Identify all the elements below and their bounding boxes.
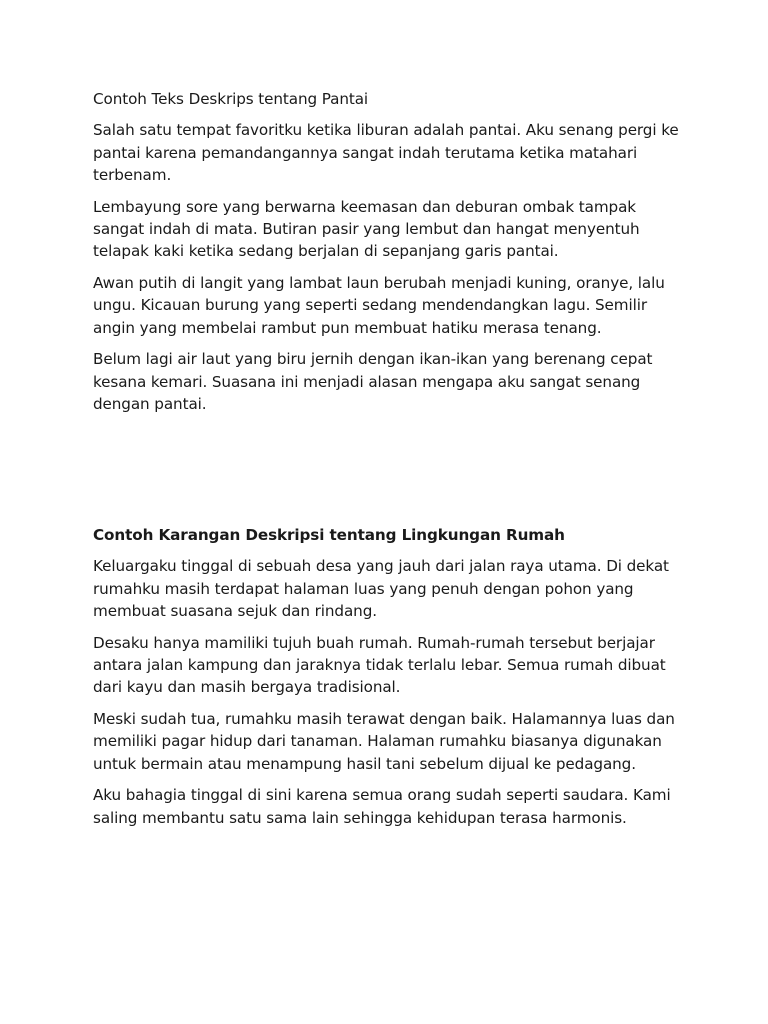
paragraph: Awan putih di langit yang lambat laun berubah menjadi kuning, oranye, lalu ungu. Kicauan burung yang seperti sedang mendendangkan lagu. Semilir angin yang membelai rambut pun membuat hatiku merasa tenang. [93, 274, 665, 337]
section-title: Contoh Karangan Deskripsi tentang Lingkungan Rumah [93, 526, 565, 544]
paragraph: Lembayung sore yang berwarna keemasan dan deburan ombak tampak sangat indah di mata. Butiran pasir yang lembut dan hangat menyentuh telapak kaki ketika sedang berjalan di sepanjang garis pantai. [93, 197, 640, 261]
section-lingkungan-rumah [93, 524, 683, 839]
paragraph: Aku bahagia tinggal di sini karena semua orang sudah seperti saudara. Kami saling membantu satu sama lain sehingga kehidupan terasa harmonis. [93, 786, 671, 827]
paragraph: Meski sudah tua, rumahku masih terawat dengan baik. Halamannya luas dan memiliki pagar hidup dari tanaman. Halaman rumahku biasanya digunakan untuk bermain atau menampung hasil tani sebelum dijual ke pedagang. [93, 710, 675, 773]
section-pantai [93, 88, 683, 425]
paragraph: Salah satu tempat favoritku ketika liburan adalah pantai. Aku senang pergi ke pantai karena pemandangannya sangat indah terutama ketika matahari terbenam. [93, 121, 679, 184]
paragraph: Belum lagi air laut yang biru jernih dengan ikan-ikan yang berenang cepat kesana kemari. Suasana ini menjadi alasan mengapa aku sangat senang dengan pantai. [93, 350, 653, 414]
paragraph: Desaku hanya mamiliki tujuh buah rumah. Rumah-rumah tersebut berjajar antara jalan kampung dan jaraknya tidak terlalu lebar. Semua rumah dibuat dari kayu dan masih bergaya tradisional. [93, 633, 666, 697]
section-title: Contoh Teks Deskrips tentang Pantai [93, 90, 369, 108]
paragraph: Keluargaku tinggal di sebuah desa yang jauh dari jalan raya utama. Di dekat rumahku masih terdapat halaman luas yang penuh dengan pohon yang membuat suasana sejuk dan rindang. [93, 557, 669, 620]
